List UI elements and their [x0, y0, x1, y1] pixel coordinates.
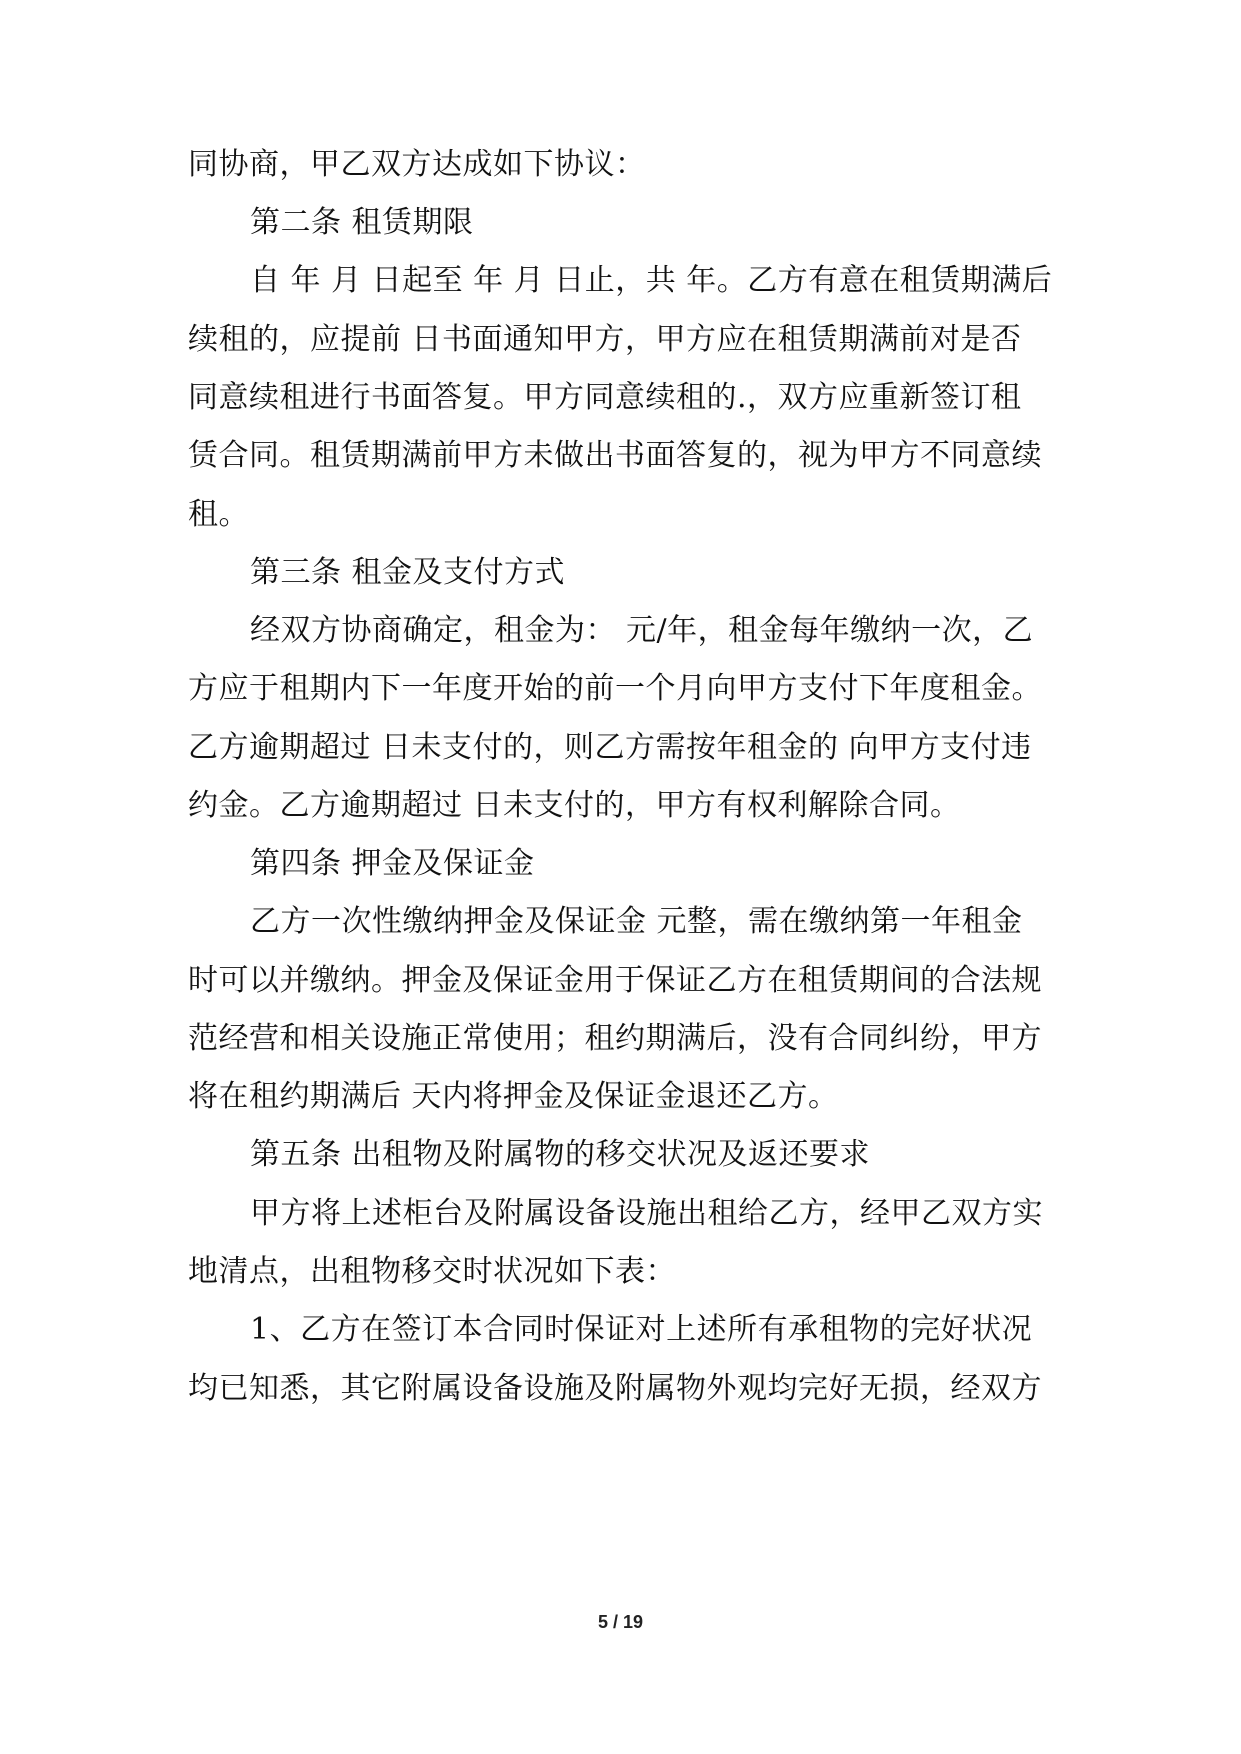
paragraph-first-line: 甲方将上述柜台及附属设备设施出租给乙方，经甲乙双方实: [250, 1196, 1043, 1231]
text-line: 同意续租进行书面答复。甲方同意续租的.，双方应重新签订租: [188, 380, 1022, 415]
page-number: 5 / 19: [597, 1612, 644, 1632]
paragraph-first-line: 自 年 月 日起至 年 月 日止，共 年。乙方有意在租赁期满后: [250, 263, 1053, 298]
text-line: 赁合同。租赁期满前甲方未做出书面答复的，视为甲方不同意续: [188, 438, 1042, 473]
text-line: 范经营和相关设施正常使用；租约期满后，没有合同纠纷，甲方: [188, 1021, 1042, 1056]
section-heading: 第二条 租赁期限: [250, 205, 474, 240]
text-line: 将在租约期满后 天内将押金及保证金退还乙方。: [188, 1079, 839, 1114]
text-line: 均已知悉，其它附属设备设施及附属物外观均完好无损，经双方: [188, 1371, 1042, 1406]
text-line: 约金。乙方逾期超过 日未支付的，甲方有权利解除合同。: [188, 788, 961, 823]
paragraph-first-line: 1、乙方在签订本合同时保证对上述所有承租物的完好状况: [250, 1312, 1033, 1347]
section-heading: 第四条 押金及保证金: [250, 846, 535, 881]
text-line: 时可以并缴纳。押金及保证金用于保证乙方在租赁期间的合法规: [188, 963, 1042, 998]
section-heading: 第三条 租金及支付方式: [250, 555, 566, 590]
paragraph-first-line: 经双方协商确定，租金为： 元/年，租金每年缴纳一次，乙: [250, 613, 1034, 648]
text-line: 方应于租期内下一年度开始的前一个月向甲方支付下年度租金。: [188, 671, 1042, 706]
text-line: 续租的，应提前 日书面通知甲方，甲方应在租赁期满前对是否: [188, 322, 1022, 357]
text-line: 地清点，出租物移交时状况如下表：: [188, 1254, 676, 1289]
section-heading: 第五条 出租物及附属物的移交状况及返还要求: [250, 1137, 871, 1172]
text-line: 乙方逾期超过 日未支付的，则乙方需按年租金的 向甲方支付违: [188, 730, 1032, 765]
text-line: 同协商，甲乙双方达成如下协议：: [188, 147, 646, 182]
text-line: 租。: [188, 497, 249, 532]
paragraph-first-line: 乙方一次性缴纳押金及保证金 元整，需在缴纳第一年租金: [250, 904, 1023, 939]
